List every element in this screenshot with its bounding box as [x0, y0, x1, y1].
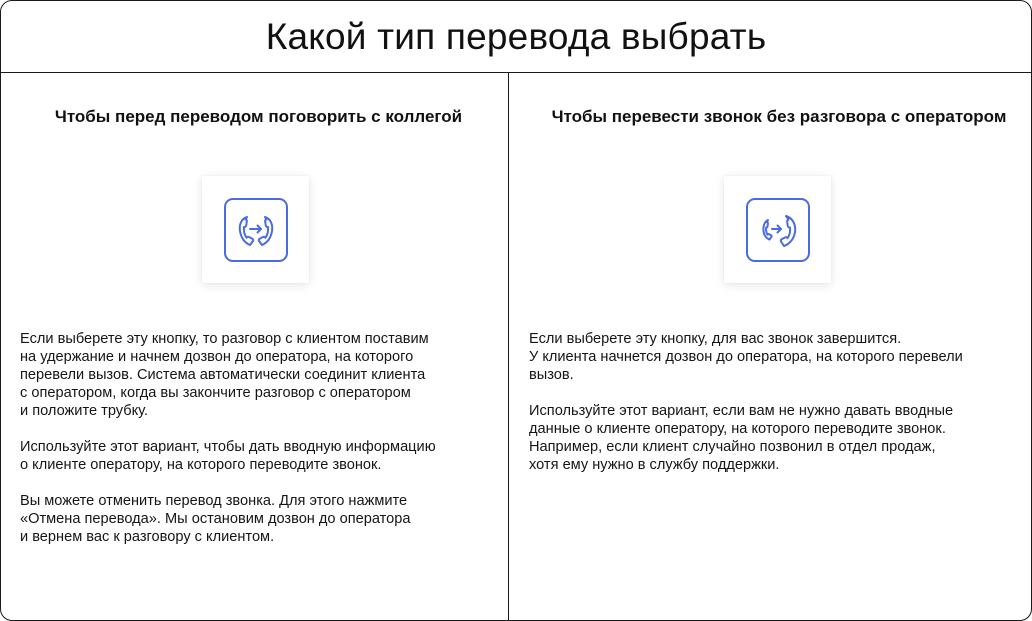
text-line: Вы можете отменить перевод звонка. Для этого нажмите	[20, 493, 408, 509]
blind-transfer-column	[509, 73, 1031, 620]
paragraph	[529, 330, 1029, 384]
text-line: У клиента начнется дозвон до оператора, на которого перевели	[529, 349, 963, 365]
blind-transfer-button[interactable]	[724, 176, 831, 283]
page-title: Какой тип перевода выбрать	[265, 15, 767, 57]
text-line: хотя ему нужно в службу поддержки.	[529, 457, 780, 473]
warm-transfer-column	[1, 73, 509, 620]
text-line: «Отмена перевода». Мы остановим дозвон до оператора	[20, 511, 411, 527]
text-line: Если выберете эту кнопку, для вас звонок завершится.	[529, 331, 902, 347]
text-line: на удержание и начнем дозвон до оператора, на которого	[20, 349, 414, 365]
text-line: о клиенте оператору, на которого переводите звонок.	[20, 457, 382, 473]
blind-transfer-heading: Чтобы перевести звонок без разговора с оператором	[551, 107, 1007, 126]
text-line: перевели вызов. Система автоматически соединит клиента	[20, 367, 426, 383]
header	[1, 1, 1031, 73]
warm-transfer-heading: Чтобы перед переводом поговорить с коллегой	[54, 107, 463, 126]
text-line: с оператором, когда вы закончите разговор с оператором	[20, 385, 411, 401]
warm-transfer-phone-icon	[224, 198, 288, 262]
text-line: Если выберете эту кнопку, то разговор с клиентом поставим	[20, 331, 429, 347]
text-line: Используйте этот вариант, чтобы дать вводную информацию	[20, 439, 436, 455]
blind-transfer-phone-icon	[746, 198, 810, 262]
text-line: вызов.	[529, 367, 574, 383]
blind-transfer-description	[529, 330, 1029, 492]
paragraph	[529, 402, 1029, 474]
text-line: Например, если клиент случайно позвонил в отдел продаж,	[529, 439, 936, 455]
text-line: и положите трубку.	[20, 403, 149, 419]
paragraph	[20, 438, 500, 474]
warm-transfer-button[interactable]	[202, 176, 309, 283]
warm-transfer-description	[20, 330, 500, 564]
text-line: данные о клиенте оператору, на которого переводите звонок.	[529, 421, 946, 437]
text-line: Используйте этот вариант, если вам не нужно давать вводные	[529, 403, 954, 419]
paragraph	[20, 330, 500, 420]
text-line: и вернем вас к разговору с клиентом.	[20, 529, 275, 545]
paragraph	[20, 492, 500, 546]
